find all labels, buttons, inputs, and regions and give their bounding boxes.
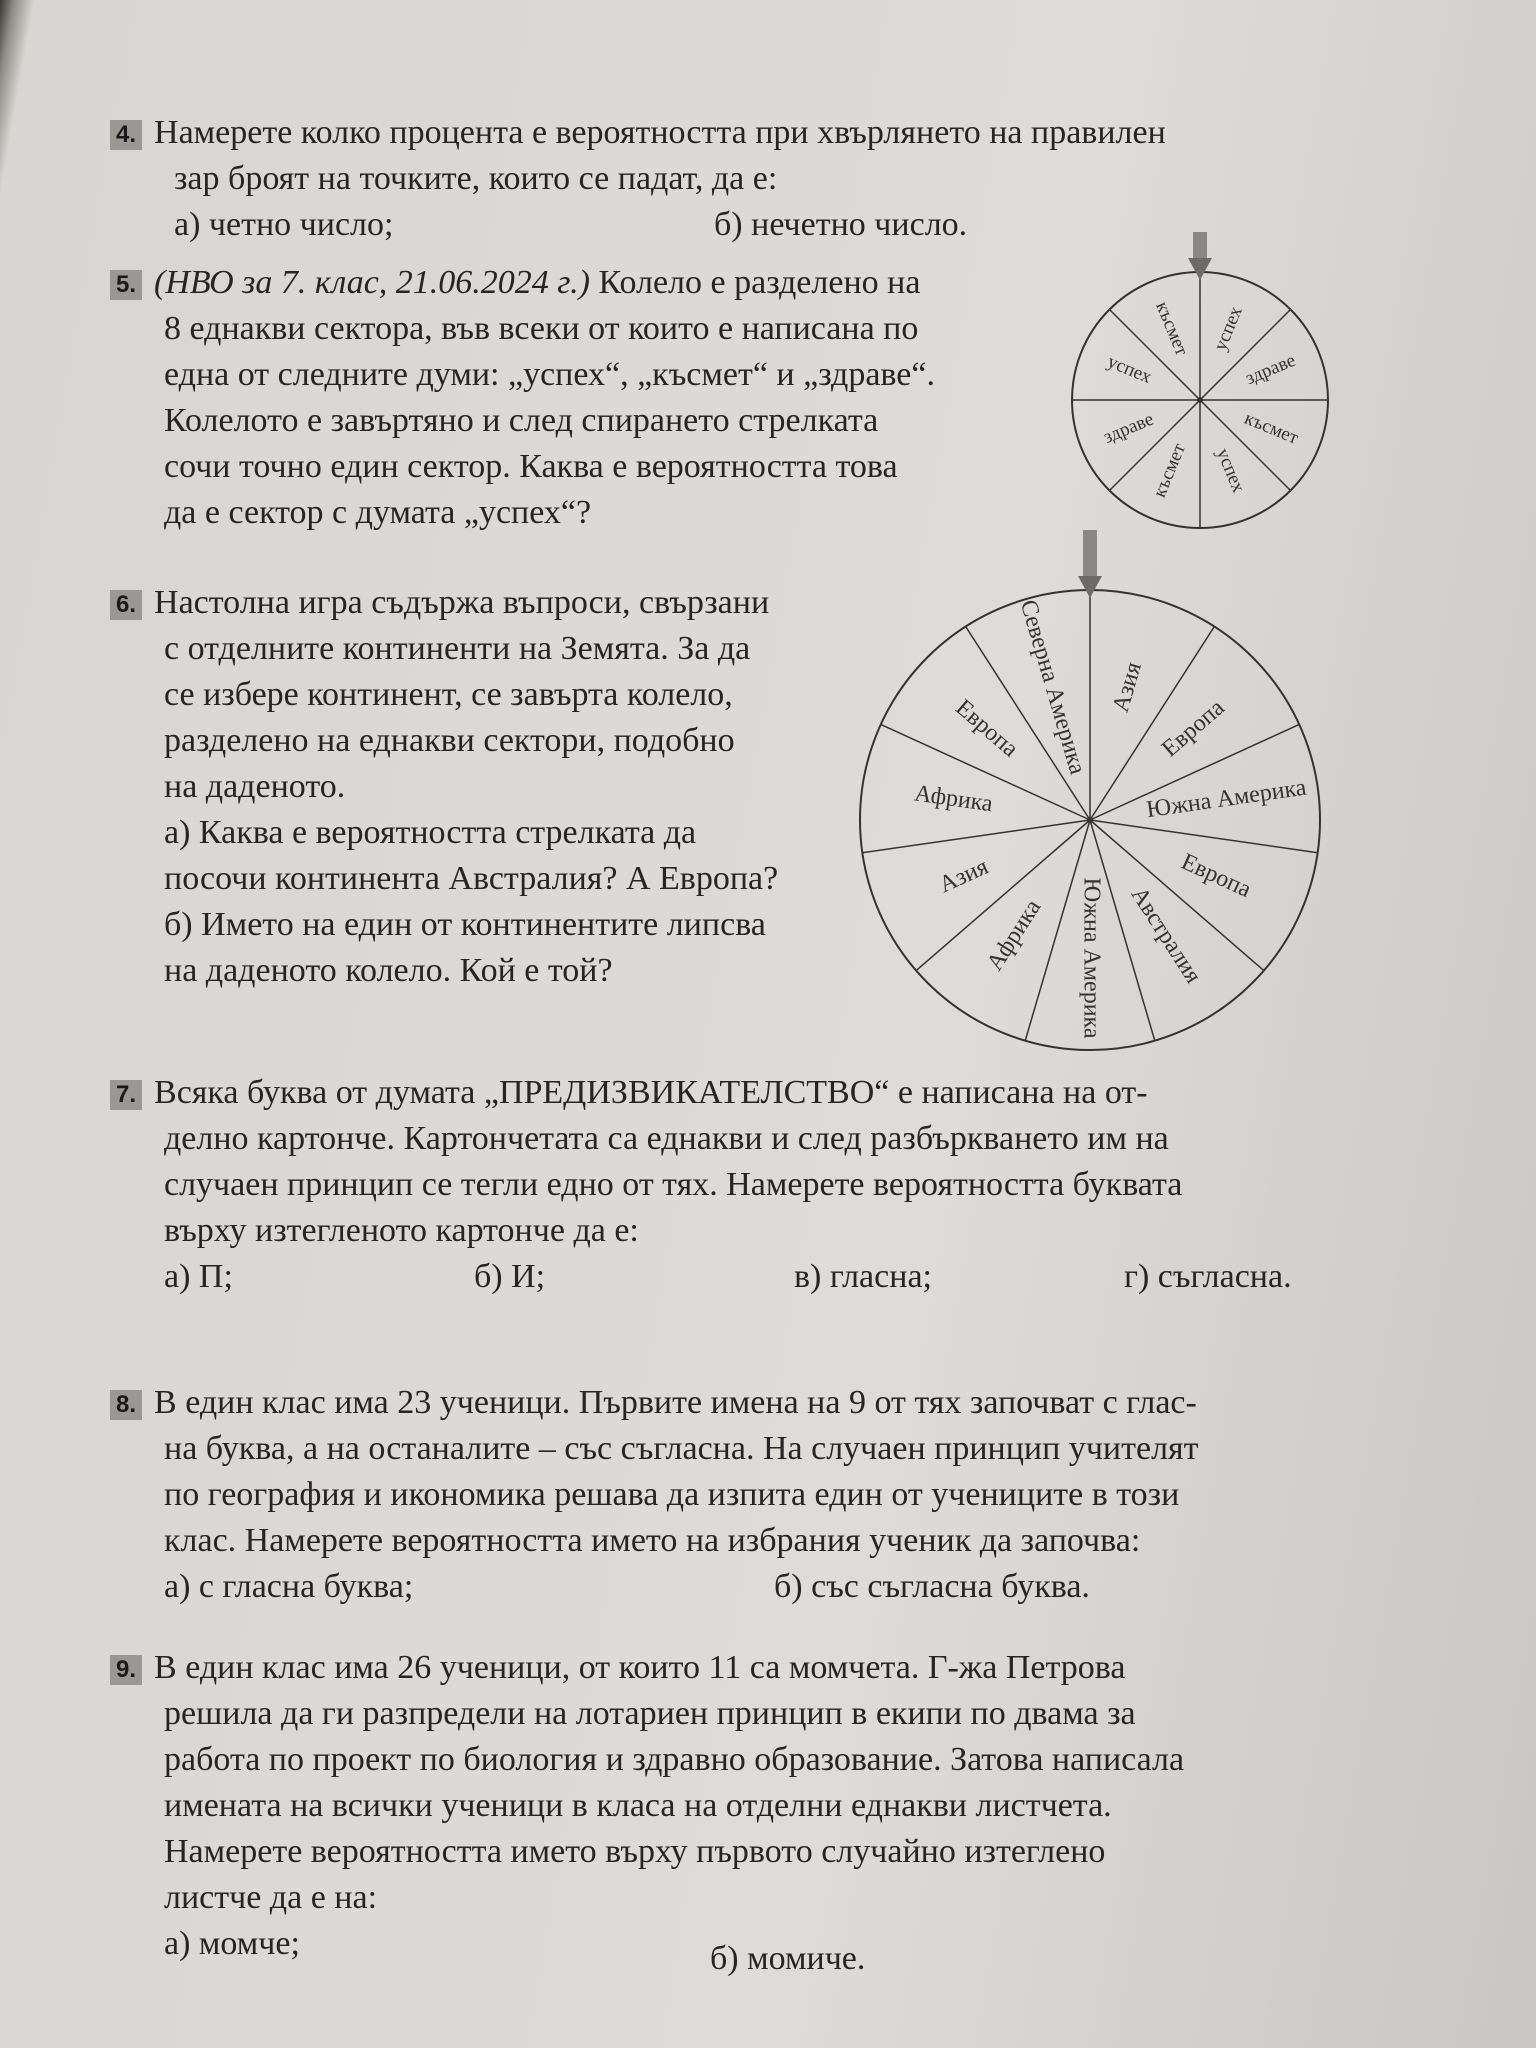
- pointer-arrow-head: [1078, 576, 1102, 598]
- problem-text: листче да е на:: [164, 1879, 378, 1916]
- option-b: б) Името на един от континентите липсва: [164, 906, 766, 943]
- problem-4: [110, 110, 1166, 248]
- wheel5-sector-label: късмет: [1241, 407, 1302, 449]
- option-b: б) момиче.: [710, 1940, 866, 1977]
- problem-7: [110, 1070, 1292, 1300]
- problem-text: случаен принцип се тегли едно от тях. Намерете вероятността буквата: [164, 1166, 1183, 1203]
- problem-number: 6.: [110, 590, 142, 620]
- wheel6-hub: [1087, 817, 1093, 823]
- pointer-arrow-icon: [1193, 232, 1207, 260]
- problem-text: клас. Намерете вероятността името на избрания ученик да започва:: [164, 1522, 1141, 1559]
- wheel6-sector-label: Азия: [935, 853, 993, 899]
- wheel6-sector-label: Азия: [1107, 659, 1148, 716]
- problem-text: една от следните думи: „успех“, „късмет“ и „здраве“.: [164, 356, 935, 393]
- wheel5-sector-label: успех: [1211, 445, 1249, 496]
- wheel5-sector-label: късмет: [1151, 298, 1193, 359]
- wheel6-divider: [1090, 820, 1318, 853]
- option-c: в) гласна;: [794, 1258, 932, 1295]
- problem-text: Всяка буква от думата „ПРЕДИЗВИКАТЕЛСТВО“ е написана на от-: [154, 1074, 1148, 1111]
- option-a: а) четно число;: [174, 206, 394, 243]
- wheel6-sector-label: Северна Америка: [1014, 597, 1091, 778]
- problem-number: 9.: [110, 1655, 142, 1685]
- option-b: б) нечетно число.: [714, 206, 968, 243]
- problem-6: [110, 580, 850, 994]
- problem-text: сочи точно един сектор. Каква е вероятността това: [164, 448, 898, 485]
- problem-text: Колелото е завъртяно и след спирането стрелката: [164, 402, 879, 439]
- option-d: г) съгласна.: [1124, 1258, 1292, 1295]
- problem-text: Настолна игра съдържа въпроси, свързани: [154, 584, 770, 621]
- problem-number: 5.: [110, 270, 142, 300]
- wheel5-sector-label: здраве: [1100, 408, 1157, 448]
- problem-source: (НВО за 7. клас, 21.06.2024 г.): [154, 264, 590, 301]
- problem-text: делно картонче. Картончетата са еднакви и след разбъркването им на: [164, 1120, 1169, 1157]
- problem-text: да е сектор с думата „успех“?: [164, 494, 592, 531]
- wheel6-sector-label: Южна Америка: [1078, 877, 1105, 1039]
- wheel6-divider: [862, 820, 1090, 853]
- problem-8: [110, 1380, 1199, 1610]
- wheel6-sector-label: Африка: [981, 895, 1047, 976]
- problem-text: В един клас има 26 ученици, от които 11 са момчета. Г-жа Петрова: [154, 1649, 1126, 1686]
- problem-text: върху изтегленото картонче да е:: [164, 1212, 639, 1249]
- wheel6-sector-label: Африка: [912, 780, 995, 818]
- wheel5-sector-label: здраве: [1242, 349, 1299, 390]
- wheel-diagram-continents: [850, 530, 1330, 1070]
- wheel-diagram-8: [1060, 225, 1340, 545]
- problem-number: 8.: [110, 1390, 142, 1420]
- problem-number: 7.: [110, 1080, 142, 1110]
- option-b: б) И;: [474, 1258, 546, 1295]
- problem-text: имената на всички ученици в класа на отделни еднакви листчета.: [164, 1787, 1112, 1824]
- option-a: а) момче;: [164, 1925, 300, 1962]
- wheel5-sector-label: късмет: [1149, 440, 1191, 501]
- problem-text: се избере континент, се завърта колело,: [164, 676, 733, 713]
- wheel6-sector-label: Австралия: [1125, 882, 1207, 989]
- problem-text: Намерете колко процента е вероятността при хвърлянето на правилен: [154, 114, 1166, 151]
- wheel5-sector-label: успех: [1209, 303, 1247, 354]
- problem-text: Колело е разделено на: [589, 264, 921, 301]
- option-a: а) Каква е вероятността стрелката да: [164, 814, 697, 851]
- problem-text: зар броят на точките, които се падат, да е:: [174, 160, 778, 197]
- problem-text: Намерете вероятността името върху първото случайно изтеглено: [164, 1833, 1106, 1870]
- wheel6-sector-label: Европа: [1177, 848, 1255, 904]
- pointer-arrow-icon: [1083, 530, 1097, 578]
- problem-text: решила да ги разпредели на лотариен принцип в екипи по двама за: [164, 1695, 1136, 1732]
- problem-5: [110, 260, 1030, 536]
- wheel6-sector-label: Европа: [1157, 694, 1230, 763]
- wheel5-hub: [1197, 397, 1203, 403]
- pointer-arrow-head: [1188, 258, 1212, 280]
- wheel6-sector-label: Южна Америка: [1144, 774, 1308, 824]
- problem-text: с отделните континенти на Земята. За да: [164, 630, 751, 667]
- option-b: б) със съгласна буква.: [774, 1568, 1090, 1605]
- problem-text: на даденото.: [164, 768, 346, 805]
- option-a: посочи континента Австралия? А Европа?: [164, 860, 779, 897]
- problem-text: разделено на еднакви сектори, подобно: [164, 722, 735, 759]
- wheel6-sector-label: Европа: [950, 694, 1023, 763]
- problem-9: [110, 1645, 1184, 1967]
- problem-text: В един клас има 23 ученици. Първите имена на 9 от тях започват с глас-: [154, 1384, 1197, 1421]
- option-a: а) П;: [164, 1258, 233, 1295]
- problem-text: на буква, а на останалите – със съгласна. На случаен принцип учителят: [164, 1430, 1199, 1467]
- problem-text: работа по проект по биология и здравно образование. Затова написала: [164, 1741, 1185, 1778]
- problem-text: по география и икономика решава да изпита един от учениците в този: [164, 1476, 1180, 1513]
- problem-number: 4.: [110, 120, 142, 150]
- problem-text: 8 еднакви сектора, във всеки от които е написана по: [164, 310, 919, 347]
- wheel5-sector-label: успех: [1104, 351, 1155, 389]
- option-b: на даденото колело. Кой е той?: [164, 952, 613, 989]
- option-a: а) с гласна буква;: [164, 1568, 414, 1605]
